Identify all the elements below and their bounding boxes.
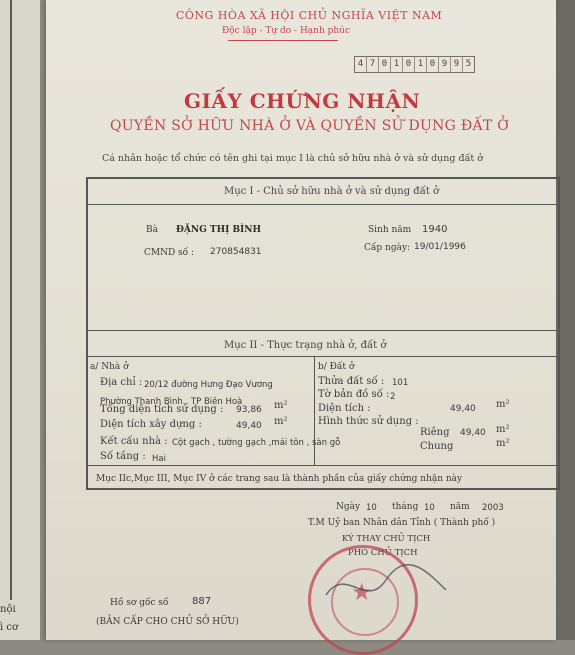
floors-value: Hai <box>152 454 166 464</box>
motto: Độc lập - Tự do - Hạnh phúc <box>222 26 351 36</box>
serial-digit: 1 <box>415 57 427 72</box>
serial-digit: 0 <box>379 57 391 72</box>
table-divider <box>86 204 560 205</box>
build-area-label: Diện tích xây dựng : <box>100 419 202 430</box>
birth-year: 1940 <box>422 224 448 235</box>
total-area-label: Tổng diện tích sử dụng : <box>100 404 224 415</box>
owner-prefix: Bà <box>146 225 158 235</box>
serial-digit: 7 <box>367 57 379 72</box>
shared-area-unit: m² <box>496 438 510 449</box>
structure-label: Kết cấu nhà : <box>100 436 168 447</box>
map-label: Tờ bản đồ số : <box>318 389 390 400</box>
section2-title: Mục II - Thực trạng nhà ở, đất ở <box>224 340 387 351</box>
date-month-label: tháng <box>392 502 419 512</box>
date-year-label: năm <box>450 502 470 512</box>
issue-date: 19/01/1996 <box>414 242 466 252</box>
copy-note: (BẢN CẤP CHO CHỦ SỞ HỮU) <box>96 617 239 627</box>
record-label: Hồ sơ gốc số <box>110 598 169 608</box>
private-area-value: 49,40 <box>460 428 486 438</box>
footer-note: Mục IIc,Mục III, Mục IV ở các trang sau là thành phần của giấy chứng nhận này <box>96 474 463 484</box>
table-divider <box>86 465 560 466</box>
authority: T.M Uỷ ban Nhân dân Tỉnh ( Thành phố ) <box>308 518 496 528</box>
serial-digit: 0 <box>427 57 439 72</box>
address-line2: Phường Thanh Bình , TP Biên Hoà <box>100 397 243 407</box>
page-edge <box>10 0 12 600</box>
document-title: GIẤY CHỨNG NHẬN <box>184 89 421 113</box>
seal-star-icon: ★ <box>351 578 373 606</box>
serial-digit: 0 <box>403 57 415 72</box>
issue-label: Cấp ngày: <box>364 243 411 253</box>
private-label: Riêng <box>420 427 450 438</box>
table-column-divider <box>314 356 315 465</box>
motto-underline <box>228 40 338 41</box>
country-header: CÔNG HÒA XÃ HỘI CHỦ NGHĨA VIỆT NAM <box>176 9 443 22</box>
serial-digit: 1 <box>391 57 403 72</box>
intro-text: Cá nhân hoặc tổ chức có tên ghi tại mục I là chủ sở hữu nhà ở và sử dụng đất ở <box>102 153 483 164</box>
serial-digit: 9 <box>439 57 451 72</box>
serial-number-box <box>354 56 475 73</box>
margin-text: nội <box>0 604 16 615</box>
floors-label: Số tầng : <box>100 451 146 462</box>
shared-label: Chung <box>420 441 454 452</box>
date-day: 10 <box>366 503 377 513</box>
parcel-value: 101 <box>392 378 409 388</box>
signature-scribble <box>316 555 456 615</box>
margin-text: ì cơ <box>0 622 18 633</box>
map-value: 2 <box>390 392 396 402</box>
for-chairman: KÝ THAY CHỦ TỊCH <box>342 534 431 544</box>
birth-label: Sinh năm <box>368 225 412 235</box>
serial-digit: 5 <box>465 59 472 69</box>
land-heading: b/ Đất ở <box>318 362 355 372</box>
date-month: 10 <box>424 503 435 513</box>
serial-digit: 9 <box>451 57 463 72</box>
section1-title: Mục I - Chủ sở hữu nhà ở và sử dụng đất ở <box>224 186 440 197</box>
owner-name: ĐẶNG THỊ BÌNH <box>176 225 261 235</box>
certificate-sheet <box>46 0 556 640</box>
vice-chairman: PHÓ CHỦ TỊCH <box>348 548 418 558</box>
private-area-unit: m² <box>496 424 510 435</box>
date-day-label: Ngày <box>336 502 361 512</box>
land-area-label: Diện tích : <box>318 403 371 414</box>
total-area-value: 93,86 <box>236 405 262 415</box>
parcel-label: Thửa đất số : <box>318 376 385 387</box>
date-year: 2003 <box>482 503 504 513</box>
build-area-value: 49,40 <box>236 421 262 431</box>
serial-digit: 4 <box>355 57 367 72</box>
address-line1: 20/12 đường Hưng Đạo Vương <box>144 380 273 390</box>
land-area-value: 49,40 <box>450 404 476 414</box>
area-unit: m² <box>274 400 288 411</box>
structure-value: Cột gạch , tường gạch ,mái tôn , sàn gỗ <box>172 438 341 448</box>
id-number: 270854831 <box>210 247 262 257</box>
id-label: CMND số : <box>144 248 195 258</box>
land-area-unit: m² <box>496 399 510 410</box>
background-left-page <box>0 0 40 640</box>
table-divider <box>86 330 560 331</box>
address-label: Địa chỉ : <box>100 377 143 388</box>
house-heading: a/ Nhà ở <box>90 362 129 372</box>
usage-label: Hình thức sử dụng : <box>318 416 419 427</box>
table-divider <box>86 356 560 357</box>
area-unit: m² <box>274 416 288 427</box>
record-number: 887 <box>192 596 212 607</box>
document-subtitle: QUYỀN SỞ HỮU NHÀ Ở VÀ QUYỀN SỬ DỤNG ĐẤT Ở <box>110 118 510 134</box>
